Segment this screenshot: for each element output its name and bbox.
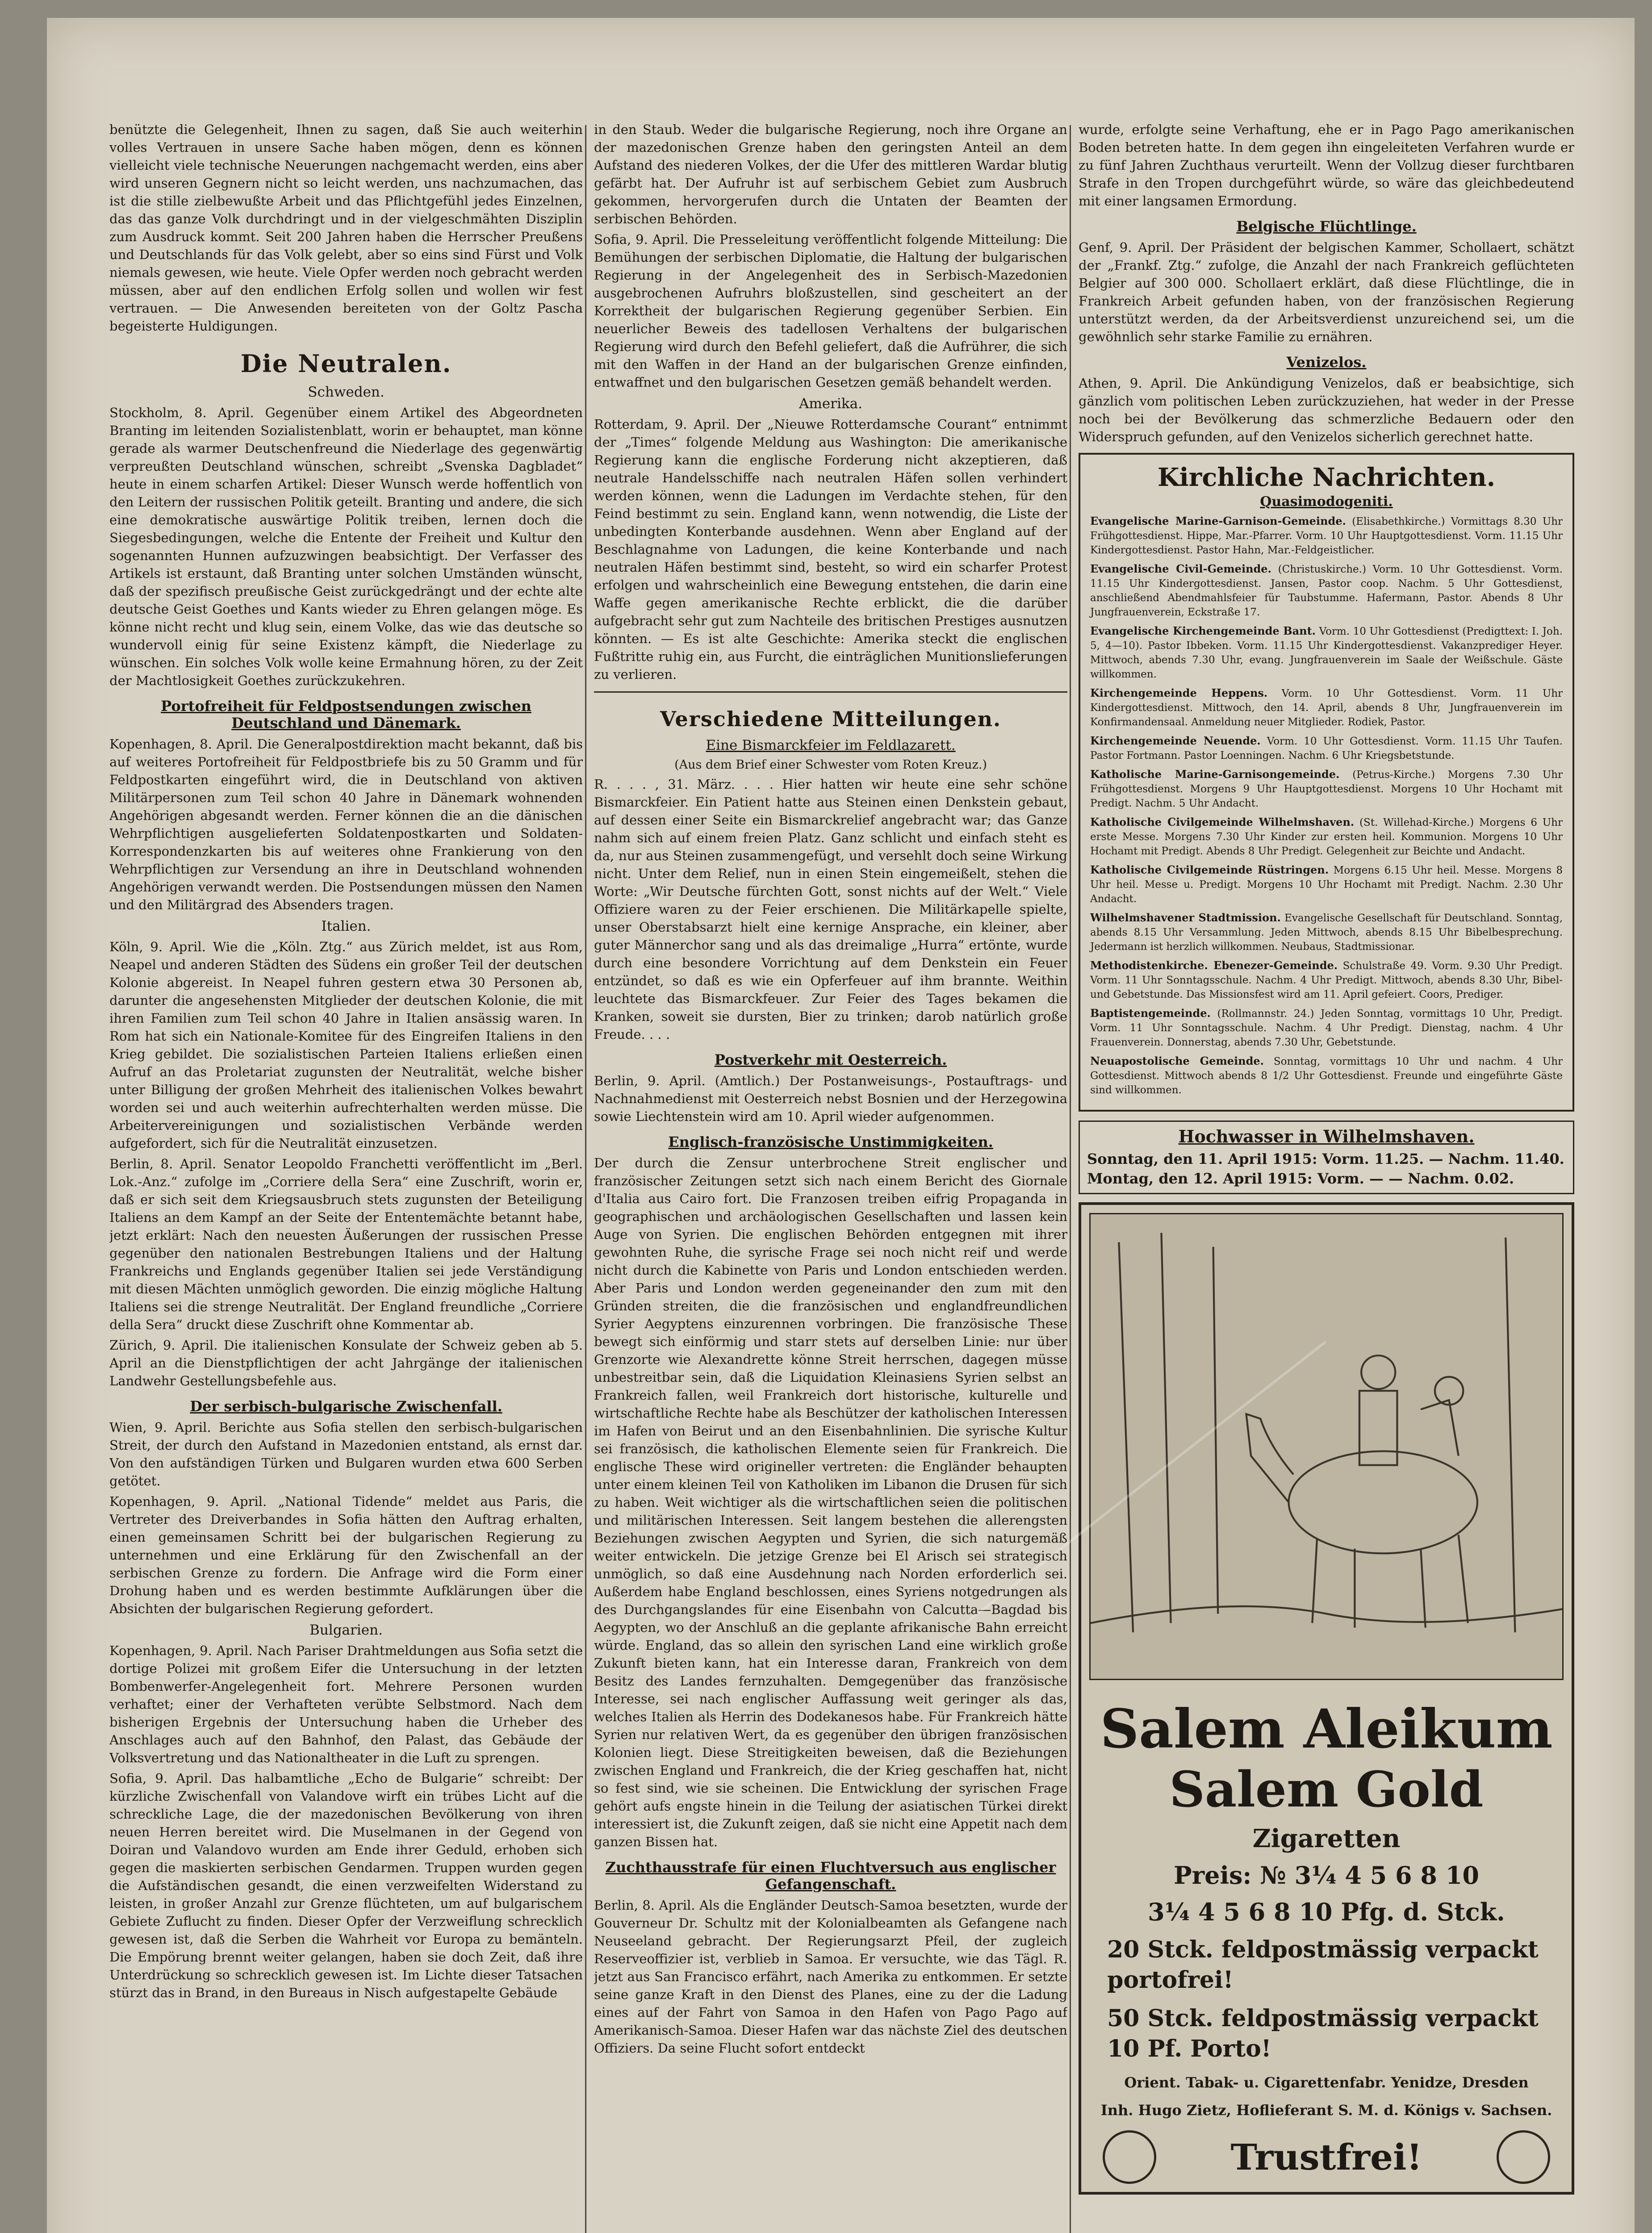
column-3: [1079, 121, 1574, 2233]
advert-offer-2: 50 Stck. feldpostmässig verpackt 10 Pf. Porto!: [1107, 2005, 1539, 2062]
article-paragraph: in den Staub. Weder die bulgarische Regierung, noch ihre Organe an der mazedonischen Grenze haben den geringsten Anteil an dem Aufstand des niederen Volkes, der die Ufer des mittleren Wardar blutig gefärbt hat. Der Aufruhr ist auf serbischem Gebiet zum Ausbruch gekommen, hervorgerufen durch die Untaten der Beamten der serbischen Behörden.: [594, 122, 1067, 226]
church-entry-heading: Kirchengemeinde Neuende.: [1090, 734, 1261, 747]
article-paragraph: Wien, 9. April. Berichte aus Sofia stellen den serbisch-bulgarischen Streit, der durch den Aufstand in Mazedonien entstand, als ernst dar. Von den aufständigen Türken und Bulgaren wurden etwa 600 Serben getötet.: [109, 1420, 583, 1489]
article-paragraph: Köln, 9. April. Wie die „Köln. Ztg.“ aus Zürich meldet, ist aus Rom, Neapel und anderen Städten des Südens ein großer Teil der deutschen Kolonie abgereist. In Neapel fuhren gestern etwa 30 Personen ab, darunter die angesehensten Mitglieder der deutschen Kolonie, die mit ihren Familien zum Teil schon 40 Jahre in Italien ansässig waren. In Rom hat sich ein Nationale-Komitee für des Eingreifen Italiens in den Krieg gebildet. Die sozialistischen Parteien Italiens erließen einen Aufruf an das Proletariat zugunsten der Neutralität, welche bisher unter Billigung der großen Mehrheit des italienischen Volkes bewahrt worden sei und auch weiterhin aufrechterhalten werden müsse. Die Arbeitervereinigungen und sozialistischen Verbände werden aufgefordert, sich für die Neutralität einzusetzen.: [109, 939, 583, 1151]
church-entry-heading: Neuapostolische Gemeinde.: [1090, 1054, 1264, 1067]
church-entry: [1090, 1054, 1563, 1097]
advert-owner: Inh. Hugo Zietz, Hoflieferant S. M. d. Königs v. Sachsen.: [1100, 2102, 1552, 2119]
article-paragraph: R. . . . , 31. März. . . . Hier hatten wir heute eine sehr schöne Bismarckfeier. Ein Patient hatte aus Steinen einen Denkstein gebaut, auf dessen einer Seite ein Bismarckrelief angebracht war; das Ganze nahm sich auf einem freien Platz. Ganz schlicht und einfach steht es da, nur aus Steinen zusammengefügt, und versehlt doch seine Wirkung nicht. Unter dem Relief, nun in einen Stein eingemeißelt, stehen die Worte: „Wir Deutsche fürchten Gott, sonst nichts auf der Welt.“ Viele Offiziere waren zu der Feier erschienen. Die Militärkapelle spielte, unser Oberstabsarzt hielt eine kernige Ansprache, ein kleiner, aber guter Männerchor sang und als das dreimalige „Hurra“ ertönte, wurde durch eine besondere Vorrichtung auf dem Denkstein ein Feuer entzündet, so daß es wie ein Opferfeuer auf ihm brannte. Weithin leuchtete das Bismarckfeuer. Zur Feier des Tages bekamen die Kranken, soweit sie dursten, Bier zu trinken; darob natürlich große Freude. . . .: [594, 777, 1067, 1042]
church-entry: [1090, 734, 1563, 763]
cavalry-drawing: [1091, 1214, 1562, 1679]
church-entry-heading: Katholische Civilgemeinde Rüstringen.: [1090, 863, 1329, 876]
church-entry: [1090, 815, 1563, 858]
church-entry-text: (St. Willehad-Kirche.) Morgens 6 Uhr erste Messe. Morgens 7.30 Uhr Kinder zur ersten heil. Kommunion. Morgens 10 Uhr Hochamt mit Predigt. Abends 8 Uhr Predigt. Gelegenheit zur Beichte und Andacht.: [1090, 817, 1563, 857]
article-intro: benützte die Gelegenheit, Ihnen zu sagen, daß Sie auch weiterhin volles Vertrauen in unsere Sache haben mögen, denn es können vielleicht viele technische Neuerungen nachgemacht werden, eins aber wird unseren Gegnern nicht so leicht werden, uns nachzumachen, das ist die stille zielbewußte Arbeit und das Pflichtgefühl jedes Einzelnen, das das ganze Volk durchdringt und in der vielgeschmähten Disziplin zum Ausdruck kommt. Seit 200 Jahren haben die Herrscher Preußens und Deutschlands für das Volk gelebt, aber so eins sind Fürst und Volk niemals gewesen, wie heute. Viele Opfer werden noch gebracht werden müssen, aber auf den endlichen Erfolg sollen und wollen wir fest vertrauen. — Die Anwesenden bereiteten von der Goltz Pascha begeisterte Huldigungen.: [109, 122, 583, 334]
article-paragraph: wurde, erfolgte seine Verhaftung, ehe er in Pago Pago amerikanischen Boden betreten hatte. In dem gegen ihn eingeleiteten Verfahren wurde er zu fünf Jahren Zuchthaus verurteilt. Wenn der Vollzug dieser furchtbaren Strafe in den Tropen durchgeführt würde, so wäre das gleichbedeutend mit einer langsamen Ermordung.: [1079, 122, 1574, 209]
church-notices-title: Kirchliche Nachrichten.: [1157, 463, 1496, 492]
column-rule: [585, 125, 586, 2233]
high-tide-title: Hochwasser in Wilhelmshaven.: [1178, 1126, 1475, 1146]
article-heading: Zuchthausstrafe für einen Fluchtversuch aus englischer Gefangenschaft.: [605, 1859, 1056, 1893]
advert-price-line-2: 3¼ 4 5 6 8 10 Pfg. d. Stck.: [1148, 1898, 1505, 1926]
article-paragraph: Kopenhagen, 9. April. Nach Pariser Drahtmeldungen aus Sofia setzt die dortige Polizei mit großem Eifer die Untersuchung in der letzten Bombenwerfer-Angelegenheit fort. Mehrere Personen wurden verhaftet; einer der Verhafteten verübte Selbstmord. Nach dem bisherigen Ergebnis der Untersuchung haben die Urheber des Anschlages auch auf den Bahnhof, den Palast, das Gebäude der Volksvertretung und das Nationaltheater in die Luft zu sprengen.: [109, 1643, 583, 1765]
church-entry: [1090, 624, 1563, 682]
column-rule: [1070, 125, 1071, 2233]
church-entry-text: Evangelische Gesellschaft für Deutschland. Sonntag, abends 8.15 Uhr Versammlung. Jeden Mittwoch, abends 8.15 Uhr Bibelbesprechung. Jedermann ist herzlich willkommen. Neubaus, Stadtmissionar.: [1090, 912, 1563, 953]
church-entry-text: (Christuskirche.) Vorm. 10 Uhr Gottesdienst. Vorm. 11.15 Uhr Kindergottesdienst. Jansen, Pastor coop. Nachm. 5 Uhr Gottesdienst, anschließend Abendmahlsfeier für Taubstumme. Hafermann, Pastor. Abends 8 Uhr Jungfrauenverein, Eckstraße 17.: [1090, 564, 1563, 618]
article-heading: Portofreiheit für Feldpostsendungen zwischen Deutschland und Dänemark.: [161, 698, 531, 732]
article-subheading: (Aus dem Brief einer Schwester vom Roten Kreuz.): [674, 758, 987, 772]
church-entries: [1090, 514, 1563, 1097]
article-paragraph: Der durch die Zensur unterbrochene Streit englischer und französischer Zeitungen setzt sich nach einem Bericht des Giornale d'Italia aus Cairo fort. Die Franzosen treiben eifrig Propaganda in geographischen und archäologischen Gesellschaften und lassen kein Auge von Syrien. Die englischen Behörden entgegnen mit ihrer gewohnten Ruhe, die syrische Frage sei noch nicht reif und werde nicht durch die Kabinette von Paris und London entschieden werden. Aber Paris und London werden gegeneinander den zum mit den Gründen streiten, die die französischen und englandfreundlichen Syrier Aegyptens einzurennen vorbringen. Die französische These bewegt sich einförmig und starr stets auf derselben Linie: nur über Grenzorte wie Alexandrette könne Streit herrschen, dagegen müsse unbestreitbar sein, daß die Liquidation Kleinasiens Syrien selbst an Frankreich fallen, weil Frankreich dort historische, kulturelle und wirtschaftliche Rechte habe als Beschützer der katholischen Interessen im Hafen von Beirut und an den Eisenbahnlinien. Die syrische Kultur sei französisch, die katholischen Elemente seien für Frankreich. Die englische These wird origineller vertreten: die Engländer behaupten unter einem kleinen Teil von Katholiken im Libanon die Drusen für sich zu haben. Weit wichtiger als die wirtschaftlichen seien die politischen und militärischen Interessen. Seit langem bestehen die allerengsten Beziehungen zwischen Aegypten und Syrien, die sich naturgemäß weiter entwickeln. Die jetzige Grenze bei El Arisch sei strategisch unmöglich, so daß eine Ausdehnung nach Norden erforderlich sei. Außerdem habe England beschlossen, eines Syriens notgedrungen als des Durchgangslandes für eine Eisenbahn von Calcutta—Bagdad bis Aegypten, wo der Anschluß an die geplante afrikanische Bahn erreicht würde. England, das so allein den syrischen Land eine wirklich große Zukunft bieten kann, hat ein Interesse daran, Frankreich von dem Besitz des Landes fernzuhalten. Demgegenüber das französische Interesse, sei nach englischer Auffassung weit geringer als das, welches Italien als Herrin des Dodekanesos habe. Für Frankreich hätte Syrien nur relativen Wert, da es gegenüber den übrigen französischen Kolonien liegt. Diese Streitigkeiten beweisen, daß die Beziehungen zwischen England und Frankreich, die der Krieg geschaffen hat, nicht so fest sind, wie sie scheinen. Die Entwicklung der syrischen Frage gehört aufs engste hinein in die Teilung der asiatischen Türkei direkt interessiert ist, die Zukunft zeigen, daß sie nicht eine Appetit nach dem ganzen Bissen hat.: [594, 1155, 1067, 1849]
newspaper-page: [47, 18, 1635, 2233]
divider: [594, 691, 1067, 693]
high-tide-sunday: Sonntag, den 11. April 1915: Vorm. 11.25. — Nachm. 11.40.: [1087, 1150, 1564, 1167]
article-paragraph: Kopenhagen, 9. April. „National Tidende“ meldet aus Paris, die Vertreter des Dreiverbandes in Sofia hätten den Auftrag erhalten, einen gemeinsamen Schritt bei der bulgarischen Regierung zu unternehmen und eine Erklärung für den Zwischenfall an der serbischen Grenze zu fordern. Die Anfrage wird die Form einer Drohung haben und es werden bestimmte Aufklärungen über die Absichten der bulgarischen Regierung gefordert.: [109, 1494, 583, 1616]
church-entry-heading: Methodistenkirche. Ebenezer-Gemeinde.: [1090, 959, 1338, 972]
subheading-sweden: Schweden.: [308, 384, 385, 400]
church-entry-text: (Petrus-Kirche.) Morgens 7.30 Uhr Frühgottesdienst. Morgens 9 Uhr Hauptgottesdienst. Morgens 10 Uhr Hochamt mit Predigt. Nachm. 5 Uhr Andacht.: [1090, 769, 1563, 809]
high-tide-box: [1079, 1121, 1574, 1194]
church-notices-subtitle: Quasimodogeniti.: [1260, 494, 1393, 510]
article-paragraph: Berlin, 8. April. Als die Engländer Deutsch-Samoa besetzten, wurde der Gouverneur Dr. Schultz mit der Kolonialbeamten als Gefangene nach Neuseeland gebracht. Der Regierungsarzt Pfeil, der zugleich Reserveoffizier ist, verblieb in Samoa. Er versuchte, wie das Tägl. R. jetzt aus San Francisco erfährt, nach Amerika zu entkommen. Er setzte seine ganze Kraft in den Dienst des Planes, eine zu der die Ladung eines auf der Fahrt von Samoa in den Hafen von Pago Pago auf Amerikanisch-Samoa. Dieser Hafen war das nächste Ziel des deutschen Offiziers. Da seine Flucht sofort entdeckt: [594, 1898, 1067, 2056]
advert-price-line-1: Preis: № 3¼ 4 5 6 8 10: [1174, 1861, 1479, 1890]
section-heading-misc: Verschiedene Mitteilungen.: [660, 707, 1002, 731]
church-entry-text: Vorm. 10 Uhr Gottesdienst. Vorm. 11 Uhr Kindergottesdienst. Mittwoch, den 14. April, abends 8 Uhr, Jungfrauenverein im Konfirmandensaal. Anmeldung neuer Mitglieder. Rodiek, Pastor.: [1090, 688, 1563, 728]
church-entry: [1090, 958, 1563, 1002]
article-paragraph: Sofia, 9. April. Das halbamtliche „Echo de Bulgarie“ schreibt: Der kürzliche Zwischenfall von Valandove wirft ein trübes Licht auf die schreckliche Lage, die der mazedonischen Bevölkerung von ihren neuen Herren bereitet wird. Die Muselmanen in der Gegend von Doiran und Valandovo wurden am Ende ihrer Geduld, erhoben sich gegen die maskierten serbischen Gendarmen. Truppen wurden gegen die Aufständischen gesandt, die einen verzweifelten Widerstand zu leisten, in großer Anzahl zur Grenze flüchteten, um auf bulgarischem Gebiete Zuflucht zu finden. Dieser Opfer der Verzweiflung schrecklich gewesen ist, daß die Serben die Wahrheit vor Europa zu bemänteln. Die Empörung brennt weiter gelangen, haben sie doch Zeit, daß ihre Unterdrückung so schrecklich gewesen ist. Im Lichte dieser Tatsachen stürzt das in Brand, in den Bureaus in Nisch aufgestapelte Gebäude: [109, 1771, 583, 2000]
article-heading: Belgische Flüchtlinge.: [1236, 218, 1417, 235]
advert-offer-1: 20 Stck. feldpostmässig verpackt portofrei!: [1107, 1936, 1539, 1994]
church-entry: [1090, 911, 1563, 954]
article-paragraph: Stockholm, 8. April. Gegenüber einem Artikel des Abgeordneten Branting im leitenden Sozialistenblatt, worin er behauptet, man könne gerade als warmer Deutschenfreund die Niederlage des gegenwärtig verpreußten Deutschland wünschen, schreibt „Svenska Dagbladet“ heute in einem scharfen Artikel: Dieser Wunsch werde hoffentlich von den Leitern der russischen Politik geteilt. Branting und andere, die sich eine demokratische auswärtige Politik treiben, lernen doch die Siegesbedingungen, welche die Entente der Freiheit und Kultur den sogenannten Hunnen aufzuzwingen beabsichtigt. Der Verfasser des Artikels ist erstaunt, daß Branting unter solchen Umständen wünscht, daß der spezifisch preußische Geist zurückgedrängt und der echte alte deutsche Geist Goethes und Kants wieder zu Ehren gelangen möge. Es könne nicht recht und klug sein, einem Volke, das wie das deutsche so wundervoll einig für seine Existenz kämpft, die Niederlage zu wünschen. Ein solches Volk wolle keine Ermahnung hören, zu der Zeit der Machtlosigkeit Goethes zurückzukehren.: [109, 405, 583, 688]
article-paragraph: Athen, 9. April. Die Ankündigung Venizelos, daß er beabsichtige, sich gänzlich vom politischen Leben zurückzuziehen, hat weder in der Presse noch bei der Bevölkerung das schmerzliche Bedauern oder den Widerspruch gefunden, auf den Venizelos sicherlich gerechnet hatte.: [1079, 376, 1574, 444]
article-heading: Venizelos.: [1286, 354, 1367, 371]
column-1: [109, 121, 583, 2233]
article-paragraph: Genf, 9. April. Der Präsident der belgischen Kammer, Schollaert, schätzt der „Frankf. Ztg.“ zufolge, die Anzahl der nach Frankreich geflüchteten Belgier auf 300 000. Schollaert erklärt, daß diese Flüchtlinge, die in Frankreich Arbeit gefunden haben, von der französischen Regierung unterstützt werden, da der Arbeitsverdienst unzureichend sei, um die gewöhnlich sehr starke Familie zu ernähren.: [1079, 240, 1574, 344]
article-heading: Der serbisch-bulgarische Zwischenfall.: [190, 1398, 502, 1415]
advert-product: Zigaretten: [1252, 1824, 1401, 1853]
advert-brand-1: Salem Aleikum: [1100, 1698, 1553, 1760]
church-entry-text: (Rollmannstr. 24.) Jeden Sonntag, vormittags 10 Uhr, Predigt. Vorm. 11 Uhr Sonntagsschule. Nachm. 4 Uhr Predigt. Dienstag, nachm. 4 Uhr Frauenverein. Donnerstag, abends 7.30 Uhr, Gebetstunde.: [1090, 1008, 1563, 1048]
church-entry-heading: Wilhelmshavener Stadtmission.: [1090, 911, 1281, 924]
church-entry-text: Sonntag, vormittags 10 Uhr und nachm. 4 Uhr Gottesdienst. Mittwoch abends 8 1/2 Uhr Gottesdienst. Freunde und eingeführte Gäste sind willkommen.: [1090, 1056, 1563, 1096]
church-entry: [1090, 767, 1563, 811]
advert-trustfree: Trustfrei!: [1230, 2136, 1422, 2178]
advert-maker: Orient. Tabak- u. Cigarettenfabr. Yenidze, Dresden: [1124, 2074, 1529, 2091]
church-notices-box: [1079, 453, 1574, 1112]
church-entry: [1090, 562, 1563, 619]
article-paragraph: Kopenhagen, 8. April. Die Generalpostdirektion macht bekannt, daß bis auf weiteres Portofreiheit für Feldpostbriefe bis zu 50 Gramm und für Feldpostkarten eingeführt wird, die in Deutschland von aktiven Militärpersonen zum Teil schon 40 Jahre in Dänemark wohnenden Angehörigen abgesandt werden. Ferner können die an die dänischen Wehrpflichtigen ausgelieferten Soldatenpostkarten und Soldaten-Korrespondenzkarten bis auf weiteres ohne Frankierung von den Wehrpflichtigen zur Versendung an ihre in Deutschland wohnenden Angehörigen verwandt werden. Die Postsendungen müssen den Namen und den Militärgrad des Absenders tragen.: [109, 736, 583, 912]
church-entry-heading: Baptistengemeinde.: [1090, 1007, 1211, 1020]
church-entry-heading: Kirchengemeinde Heppens.: [1090, 686, 1268, 699]
church-entry-text: (Elisabethkirche.) Vormittags 8.30 Uhr Frühgottesdienst. Hippe, Mar.-Pfarrer. Vorm. 10 Uhr Hauptgottesdienst. Vorm. 11.15 Uhr Kindergottesdienst. Pastor Hahn, Mar.-Feldgeistlicher.: [1090, 516, 1563, 556]
church-entry: [1090, 863, 1563, 906]
high-tide-monday: Montag, den 12. April 1915: Vorm. — — Nachm. 0.02.: [1087, 1170, 1514, 1187]
article-heading: Englisch-französische Unstimmigkeiten.: [668, 1133, 993, 1150]
advert-footer: [1089, 2130, 1564, 2184]
church-entry-text: Vorm. 10 Uhr Gottesdienst. Vorm. 11.15 Uhr Taufen. Pastor Fortmann. Pastor Loenningen. Nachm. 6 Uhr Kriegsbetstunde.: [1090, 736, 1563, 761]
article-paragraph: Zürich, 9. April. Die italienischen Konsulate der Schweiz geben ab 5. April an die Dienstpflichtigen der acht Jahrgänge der italienischen Landwehr Gestellungsbefehle aus.: [109, 1338, 583, 1388]
church-entry-heading: Evangelische Marine-Garnison-Gemeinde.: [1090, 514, 1346, 527]
church-entry: [1090, 1006, 1563, 1050]
subheading-italy: Italien.: [321, 918, 371, 934]
cigarette-advert: [1079, 1202, 1574, 2195]
column-2: [594, 121, 1067, 2233]
article-paragraph: Berlin, 9. April. (Amtlich.) Der Postanweisungs-, Postauftrags- und Nachnahmedienst mit Oesterreich nebst Bosnien und der Herzegowina sowie Liechtenstein wird am 10. April wieder aufgenommen.: [594, 1073, 1067, 1124]
church-entry-text: Morgens 6.15 Uhr heil. Messe. Morgens 8 Uhr heil. Messe u. Predigt. Morgens 10 Uhr Hochamt mit Predigt. Nachm. 2.30 Uhr Andacht.: [1090, 865, 1563, 905]
article-paragraph: Berlin, 8. April. Senator Leopoldo Franchetti veröffentlicht im „Berl. Lok.-Anz.“ zufolge im „Corriere della Sera“ eine Zuschrift, worin er, daß er sich seit dem Kriegsausbruch stets zugunsten der Beteiligung Italiens an dem Kampf an der Seite der Ententemächte betannt habe, jetzt erklärt: Nach den neuesten Äußerungen der russischen Presse gegenüber den nationalen Bestrebungen Italiens und der Haltung Frankreichs und Englands gegenüber Italien sei jede Verständigung mit diesen Mächten unmöglich geworden. Die einzig mögliche Haltung Italiens sei die strenge Neutralität. Der England freundliche „Corriere della Sera“ druckt diese Zuschrift ohne Kommentar ab.: [109, 1156, 583, 1332]
church-entry-heading: Katholische Civilgemeinde Wilhelmshaven.: [1090, 815, 1355, 828]
article-paragraph: Sofia, 9. April. Die Presseleitung veröffentlicht folgende Mitteilung: Die Bemühungen der serbischen Diplomatie, die Haltung der bulgarischen Regierung in der Angelegenheit des in Serbisch-Mazedonien ausgebrochenen Aufruhrs bloßzustellen, sind gescheitert an der Korrektheit der bulgarischen Regierung gegenüber Serbien. Ein neuerlicher Beweis des tadellosen Verhaltens der bulgarischen Regierung wird durch den Befehl geliefert, daß die Aufrührer, die sich mit den Waffen in der Hand an der bulgarischen Grenze einfinden, entwaffnet und den bulgarischen Gesetzen gemäß behandelt werden.: [594, 232, 1067, 390]
subheading-bulgaria: Bulgarien.: [309, 1622, 383, 1638]
seal-icon: [1103, 2130, 1156, 2184]
cavalry-illustration: [1089, 1213, 1564, 1680]
section-heading-neutrals: Die Neutralen.: [240, 349, 452, 378]
subheading-america: Amerika.: [799, 396, 862, 412]
church-entry-heading: Evangelische Civil-Gemeinde.: [1090, 562, 1271, 575]
church-entry: [1090, 514, 1563, 557]
article-paragraph: Rotterdam, 9. April. Der „Nieuwe Rotterdamsche Courant“ entnimmt der „Times“ folgende Meldung aus Washington: Die amerikanische Regierung kann die englische Forderung nicht akzeptieren, daß neutrale Handelsschiffe nach neutralen Häfen sollen verhindert werden können, wenn die Ladungen im Verdachte stehen, für den Feind bestimmt zu sein. England kann, wenn notwendig, die Liste der unbedingten Konterbande ausdehnen. Wenn aber England auf der Beschlagnahme von Ladungen, die keine Konterbande und nach neutralen Häfen bestimmt sind, besteht, so wird ein scharfer Protest erfolgen und wahrscheinlich eine Bewegung entstehen, die darin eine Waffe gegen amerikanische Rechte erblickt, die die darüber aufgebracht sehr gut zum Nachteile des britischen Prestiges ausnutzen könnten. — Es ist alte Geschichte: Amerika steckt die englischen Fußtritte ruhig ein, aus Furcht, die einträglichen Munitionslieferungen zu verlieren.: [594, 417, 1067, 682]
church-entry-heading: Evangelische Kirchengemeinde Bant.: [1090, 624, 1316, 637]
article-heading: Postverkehr mit Oesterreich.: [714, 1051, 947, 1068]
advert-brand-2: Salem Gold: [1169, 1760, 1484, 1818]
church-entry-text: Schulstraße 49. Vorm. 9.30 Uhr Predigt. Vorm. 11 Uhr Sonntagsschule. Nachm. 4 Uhr Predigt. Mittwoch, abends 8.30 Uhr, Bibel- und Gebetstunde. Das Missionsfest wird am 11. April gefeiert. Coors, Prediger.: [1090, 960, 1563, 1000]
church-entry: [1090, 686, 1563, 729]
crown-icon: [1497, 2130, 1550, 2184]
church-entry-text: Vorm. 10 Uhr Gottesdienst (Predigttext: I. Joh. 5, 4—10). Pastor Ibbeken. Vorm. 11.15 Uhr Kindergottesdienst. Vakanzprediger Heyer. Mittwoch, abends 7.30 Uhr, evang. Jungfrauenverein im Saale der Weißschule. Gäste willkommen.: [1090, 626, 1563, 680]
church-entry-heading: Katholische Marine-Garnisongemeinde.: [1090, 768, 1340, 781]
article-heading: Eine Bismarckfeier im Feldlazarett.: [706, 737, 956, 753]
